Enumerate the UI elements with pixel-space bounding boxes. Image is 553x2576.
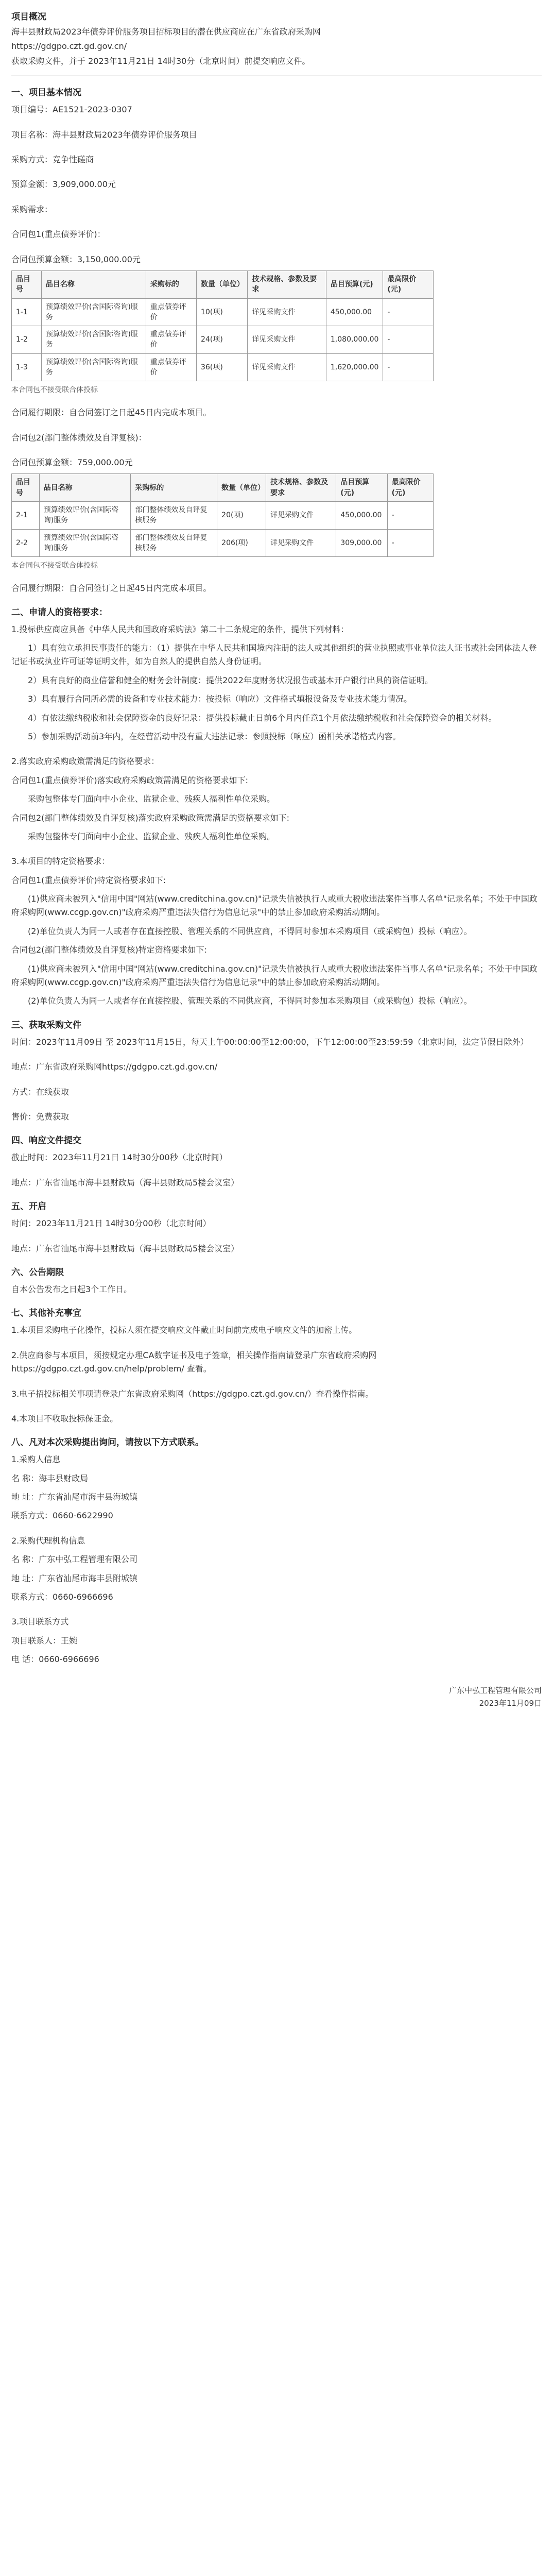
table-cell: 206(项) [217, 529, 266, 557]
obtain-time: 时间：2023年11月09日 至 2023年11月15日，每天上午00:00:00至12:00:00，下午12:00:00至23:59:59（北京时间，法定节假日除外） [11, 1037, 529, 1047]
table-cell: 详见采购文件 [248, 298, 326, 326]
section-title: 八、凡对本次采购提出询问，请按以下方式联系。 [11, 1437, 204, 1448]
table-cell: 重点债券评价 [146, 326, 196, 354]
package-1-table [11, 270, 434, 381]
section-obtain-documents [11, 1018, 542, 1124]
table-header: 品目号 [12, 270, 42, 298]
qualification-line: 合同包1(重点债券评价)特定资格要求如下: [11, 875, 166, 885]
table-header: 技术规格、参数及要求 [248, 270, 326, 298]
section-title: 六、公告期限 [11, 1267, 64, 1278]
other-matter: 3.电子招投标相关事项请登录广东省政府采购网（https://gdgpo.czt.gd.gov.cn/）查看操作指南。 [11, 1388, 374, 1399]
package-2-name: 合同包2(部门整体绩效及自评复核)： [11, 432, 147, 443]
package-1-name: 合同包1(重点债券评价)： [11, 229, 106, 240]
table-cell: 详见采购文件 [248, 326, 326, 354]
contact-line: 名 称：海丰县财政局 [11, 1473, 89, 1483]
qualification-line: 合同包2(部门整体绩效及自评复核)落实政府采购政策需满足的资格要求如下: [11, 812, 290, 823]
table-row [12, 353, 434, 381]
package-1-budget: 合同包预算金额：3,150,000.00元 [11, 254, 141, 264]
table-row [12, 502, 434, 530]
table-cell: 详见采购文件 [248, 353, 326, 381]
contact-line: 联系方式：0660-6622990 [11, 1511, 113, 1521]
contact-line: 1.采购人信息 [11, 1454, 61, 1465]
table-cell: 1-2 [12, 326, 42, 354]
table-cell: 2-1 [12, 502, 40, 530]
qualification-line: 采购包整体专门面向中小企业、监狱企业、残疾人福利性单位采购。 [28, 794, 275, 804]
table-cell: 20(项) [217, 502, 266, 530]
table-header: 采购标的 [131, 474, 217, 502]
qualification-line: 1.投标供应商应具备《中华人民共和国政府采购法》第二十二条规定的条件，提供下列材料： [11, 624, 349, 634]
qualification-line: (1)供应商未被列入"信用中国"网站(www.creditchina.gov.cn)"记录失信被执行人或重大税收违法案件当事人名单"记录名单；不处于中国政府采购网(www.ccgp.gov.cn)"政府采购严重违法失信行为信息记录"中的禁止参加政府采购活动期间。 [11, 894, 538, 918]
table-row [12, 529, 434, 557]
table-header-row [12, 474, 434, 502]
table-header: 数量（单位） [217, 474, 266, 502]
table-header: 最高限价(元) [387, 474, 433, 502]
section-notice-period [11, 1265, 542, 1296]
obtain-method: 方式：在线获取 [11, 1087, 70, 1097]
table-cell: 预算绩效评价(含国际咨询)服务 [41, 326, 146, 354]
table-header: 品目名称 [39, 474, 131, 502]
contact-line: 联系方式：0660-6966696 [11, 1592, 113, 1602]
signature-date: 2023年11月09日 [479, 1699, 542, 1708]
package-1-period: 合同履行期限：自合同签订之日起45日内完成本项目。 [11, 408, 212, 418]
section-title: 五、开启 [11, 1201, 46, 1212]
procurement-method: 采购方式：竞争性磋商 [11, 154, 94, 164]
budget-amount: 预算金额：3,909,000.00元 [11, 179, 116, 190]
table-cell: 预算绩效评价(含国际咨询)服务 [41, 353, 146, 381]
signature-org: 广东中弘工程管理有限公司 [448, 1685, 542, 1695]
section-title: 七、其他补充事宜 [11, 1308, 81, 1319]
package-2-table [11, 473, 434, 557]
qualification-line: 3）具有履行合同所必需的设备和专业技术能力：按投标（响应）文件格式填报设备及专业技术能力情况。 [28, 694, 412, 704]
qualification-line: (2)单位负责人为同一人或者存在直接控股、管理关系的不同供应商，不得同时参加本采购项目（或采购包）投标（响应）。 [28, 996, 472, 1006]
table-cell: 部门整体绩效及自评复核服务 [131, 529, 217, 557]
section-title: 一、项目基本情况 [11, 88, 81, 98]
qualification-line: 3.本项目的特定资格要求： [11, 856, 110, 867]
signature-block [11, 1684, 542, 1710]
qualification-line: 5）参加采购活动前3年内，在经营活动中没有重大违法记录：参照投标（响应）函相关承诺格式内容。 [28, 731, 401, 741]
section-title: 四、响应文件提交 [11, 1136, 81, 1146]
section-title: 二、申请人的资格要求： [11, 607, 108, 618]
package-1-note: 本合同包不接受联合体投标 [11, 386, 98, 395]
other-matter: 2.供应商参与本项目，须按规定办理CA数字证书及电子签章，相关操作指南请登录广东省政府采购网https://gdgpo.czt.gd.gov.cn/help/problem/ 查看。 [11, 1350, 377, 1374]
table-header: 最高限价(元) [383, 270, 434, 298]
other-matter: 1.本项目采购电子化操作，投标人须在提交响应文件截止时间前完成电子响应文件的加密上传。 [11, 1325, 357, 1335]
table-header: 品目号 [12, 474, 40, 502]
section-other-matters [11, 1306, 542, 1426]
contact-line: 3.项目联系方式 [11, 1617, 69, 1627]
table-cell: 309,000.00 [336, 529, 387, 557]
table-cell: 36(项) [197, 353, 248, 381]
contact-line: 电 话：0660-6966696 [11, 1654, 99, 1665]
table-cell: 10(项) [197, 298, 248, 326]
table-header: 品目名称 [41, 270, 146, 298]
overview-line: https://gdgpo.czt.gd.gov.cn/ [11, 41, 127, 52]
table-header: 品目预算(元) [336, 474, 387, 502]
contact-line: 地 址：广东省汕尾市海丰县附城镇 [11, 1573, 138, 1583]
table-cell: - [383, 326, 434, 354]
opening-time: 时间：2023年11月21日 14时30分00秒（北京时间） [11, 1218, 211, 1229]
table-cell: 部门整体绩效及自评复核服务 [131, 502, 217, 530]
notice-period: 自本公告发布之日起3个工作日。 [11, 1284, 132, 1294]
section-basic-info [11, 85, 542, 595]
table-cell: 1,620,000.00 [326, 353, 383, 381]
opening-place: 地点：广东省汕尾市海丰县财政局（海丰县财政局5楼会议室） [11, 1243, 239, 1253]
table-cell: 1,080,000.00 [326, 326, 383, 354]
submission-place: 地点：广东省汕尾市海丰县财政局（海丰县财政局5楼会议室） [11, 1177, 239, 1188]
table-cell: 预算绩效评价(含国际咨询)服务 [41, 298, 146, 326]
section-submission [11, 1133, 542, 1190]
table-cell: 1-3 [12, 353, 42, 381]
section-opening [11, 1199, 542, 1256]
qualification-line: 采购包整体专门面向中小企业、监狱企业、残疾人福利性单位采购。 [28, 831, 275, 841]
qualification-line: 1）具有独立承担民事责任的能力：（1）提供在中华人民共和国境内注册的法人或其他组织的营业执照或事业单位法人证书或社会团体法人登记证书或执业许可证等证明文件，如为自然人的提供自然人身份证明。 [11, 643, 537, 667]
qualification-line: 合同包2(部门整体绩效及自评复核)特定资格要求如下: [11, 945, 208, 955]
qualification-line: 2）具有良好的商业信誉和健全的财务会计制度：提供2022年度财务状况报告或基本开户银行出具的资信证明。 [28, 675, 433, 685]
table-cell: 重点债券评价 [146, 353, 196, 381]
package-2-period: 合同履行期限：自合同签订之日起45日内完成本项目。 [11, 583, 212, 594]
qualification-line: (2)单位负责人为同一人或者存在直接控股、管理关系的不同供应商，不得同时参加本采购项目（或采购包）投标（响应）。 [28, 926, 472, 936]
announcement-content [11, 9, 542, 2576]
project-name: 项目名称：海丰县财政局2023年债券评价服务项目 [11, 129, 197, 140]
table-cell: 2-2 [12, 529, 40, 557]
overview-line: 海丰县财政局2023年债券评价服务项目招标项目的潜在供应商应在广东省政府采购网 [11, 27, 321, 37]
table-header: 采购标的 [146, 270, 196, 298]
table-cell: 重点债券评价 [146, 298, 196, 326]
table-header-row [12, 270, 434, 298]
submission-deadline: 截止时间：2023年11月21日 14时30分00秒（北京时间） [11, 1153, 228, 1163]
package-2-budget: 合同包预算金额：759,000.00元 [11, 457, 133, 468]
project-number: 项目编号：AE1521-2023-0307 [11, 105, 132, 115]
table-row [12, 298, 434, 326]
obtain-place: 地点：广东省政府采购网https://gdgpo.czt.gd.gov.cn/ [11, 1062, 218, 1072]
table-header: 数量（单位） [197, 270, 248, 298]
package-2-note: 本合同包不接受联合体投标 [11, 562, 98, 570]
table-cell: 1-1 [12, 298, 42, 326]
table-cell: - [383, 353, 434, 381]
table-cell: - [383, 298, 434, 326]
table-header: 技术规格、参数及要求 [266, 474, 336, 502]
table-cell: 详见采购文件 [266, 502, 336, 530]
section-title: 三、获取采购文件 [11, 1020, 81, 1030]
qualification-line: 4）有依法缴纳税收和社会保障资金的良好记录：提供投标截止日前6个月内任意1个月依法缴纳税收和社会保障资金的相关材料。 [28, 713, 497, 723]
contact-line: 2.采购代理机构信息 [11, 1535, 85, 1546]
table-cell: - [387, 502, 433, 530]
overview-line: 获取采购文件，并于 2023年11月21日 14时30分（北京时间）前提交响应文件。 [11, 56, 310, 66]
table-cell: 450,000.00 [336, 502, 387, 530]
table-cell: 450,000.00 [326, 298, 383, 326]
table-cell: 详见采购文件 [266, 529, 336, 557]
table-cell: - [387, 529, 433, 557]
qualification-line: 合同包1(重点债券评价)落实政府采购政策需满足的资格要求如下: [11, 775, 249, 785]
table-cell: 24(项) [197, 326, 248, 354]
table-cell: 预算绩效评价(含国际咨询)服务 [39, 529, 131, 557]
project-overview [11, 9, 542, 76]
contact-line: 地 址：广东省汕尾市海丰县海城镇 [11, 1492, 138, 1502]
table-cell: 预算绩效评价(含国际咨询)服务 [39, 502, 131, 530]
contact-line: 名 称：广东中弘工程管理有限公司 [11, 1554, 138, 1565]
table-row [12, 326, 434, 354]
overview-heading: 项目概况 [11, 12, 46, 22]
qualification-line: (1)供应商未被列入"信用中国"网站(www.creditchina.gov.cn)"记录失信被执行人或重大税收违法案件当事人名单"记录名单；不处于中国政府采购网(www.ccgp.gov.cn)"政府采购严重违法失信行为信息记录"中的禁止参加政府采购活动期间。 [11, 963, 538, 988]
table-header: 品目预算(元) [326, 270, 383, 298]
section-qualification [11, 605, 542, 1008]
contact-line: 项目联系人：王婉 [11, 1635, 78, 1646]
obtain-price: 售价：免费获取 [11, 1112, 70, 1122]
section-contacts [11, 1435, 542, 1666]
other-matter: 4.本项目不收取投标保证金。 [11, 1413, 118, 1423]
requirements-label: 采购需求： [11, 204, 53, 214]
qualification-line: 2.落实政府采购政策需满足的资格要求： [11, 756, 160, 767]
